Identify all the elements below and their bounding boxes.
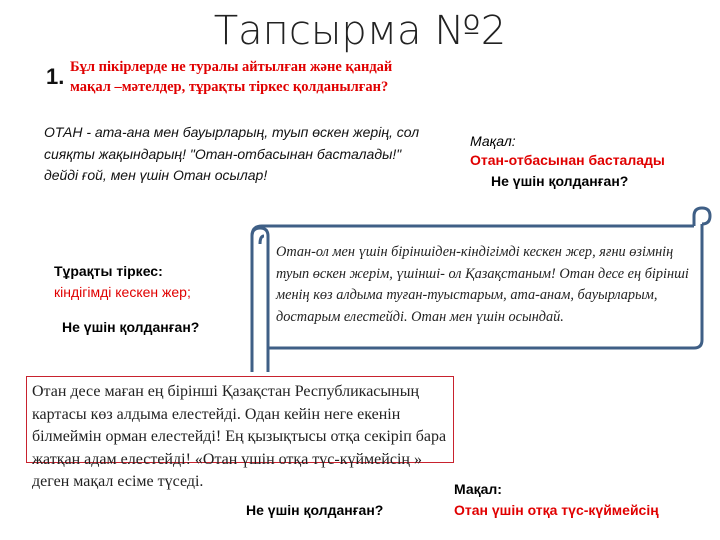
quote-text: ОТАН - ата-ана мен бауырларың, туып өскен жерің, сол сияқты жақындарың! "Отан-отбасынан басталады!" дейді ғой, мен үшін Отан осылар!: [44, 124, 420, 183]
proverb2-label: Мақал:: [454, 481, 502, 497]
text-box: Отан десе маған ең бірінші Қазақстан Республикасының картасы көз алдыма елестейді. Одан кейін неге екенін білмеймін орман елестейді! Ең қызықтысы отқа секіріп бара жатқан адам елестейді! «Отан үшін отқа түс-күймейсің » деген мақал есіме түседі.: [26, 376, 454, 463]
phrase-why: Не үшін қолданған?: [62, 319, 200, 335]
phrase-value: кіндігімді кескен жер;: [54, 284, 191, 300]
phrase-label: Тұрақты тіркес:: [54, 263, 163, 279]
proverb2-value: Отан үшін отқа түс-күймейсің: [454, 502, 659, 518]
question-line: мақал –мәтелдер, тұрақты тіркес қолданылған?: [70, 79, 389, 95]
proverb1-label: Мақал:: [470, 133, 516, 149]
question-line: Бұл пікірлерде не туралы айтылған және қандай: [70, 59, 393, 75]
proverb1-value: Отан-отбасынан басталады: [470, 152, 665, 168]
task-number: 1.: [46, 64, 65, 89]
proverb1-why: Не үшін қолданған?: [491, 173, 629, 189]
proverb2-why: Не үшін қолданған?: [246, 502, 384, 518]
scroll-text: Отан-ол мен үшін біріншіден-кіндігімді кескен жер, яғни өзімнің туып өскен жерім, үшінші- ол Қазақстаным! Отан десе ең бірінші менің көз алдыма туған-туыстарым, ата-анам, бауырларым, достарым елестейді. Отан мен үшін осындай.: [276, 244, 689, 325]
slide-title: Тапсырма №2: [213, 8, 507, 54]
